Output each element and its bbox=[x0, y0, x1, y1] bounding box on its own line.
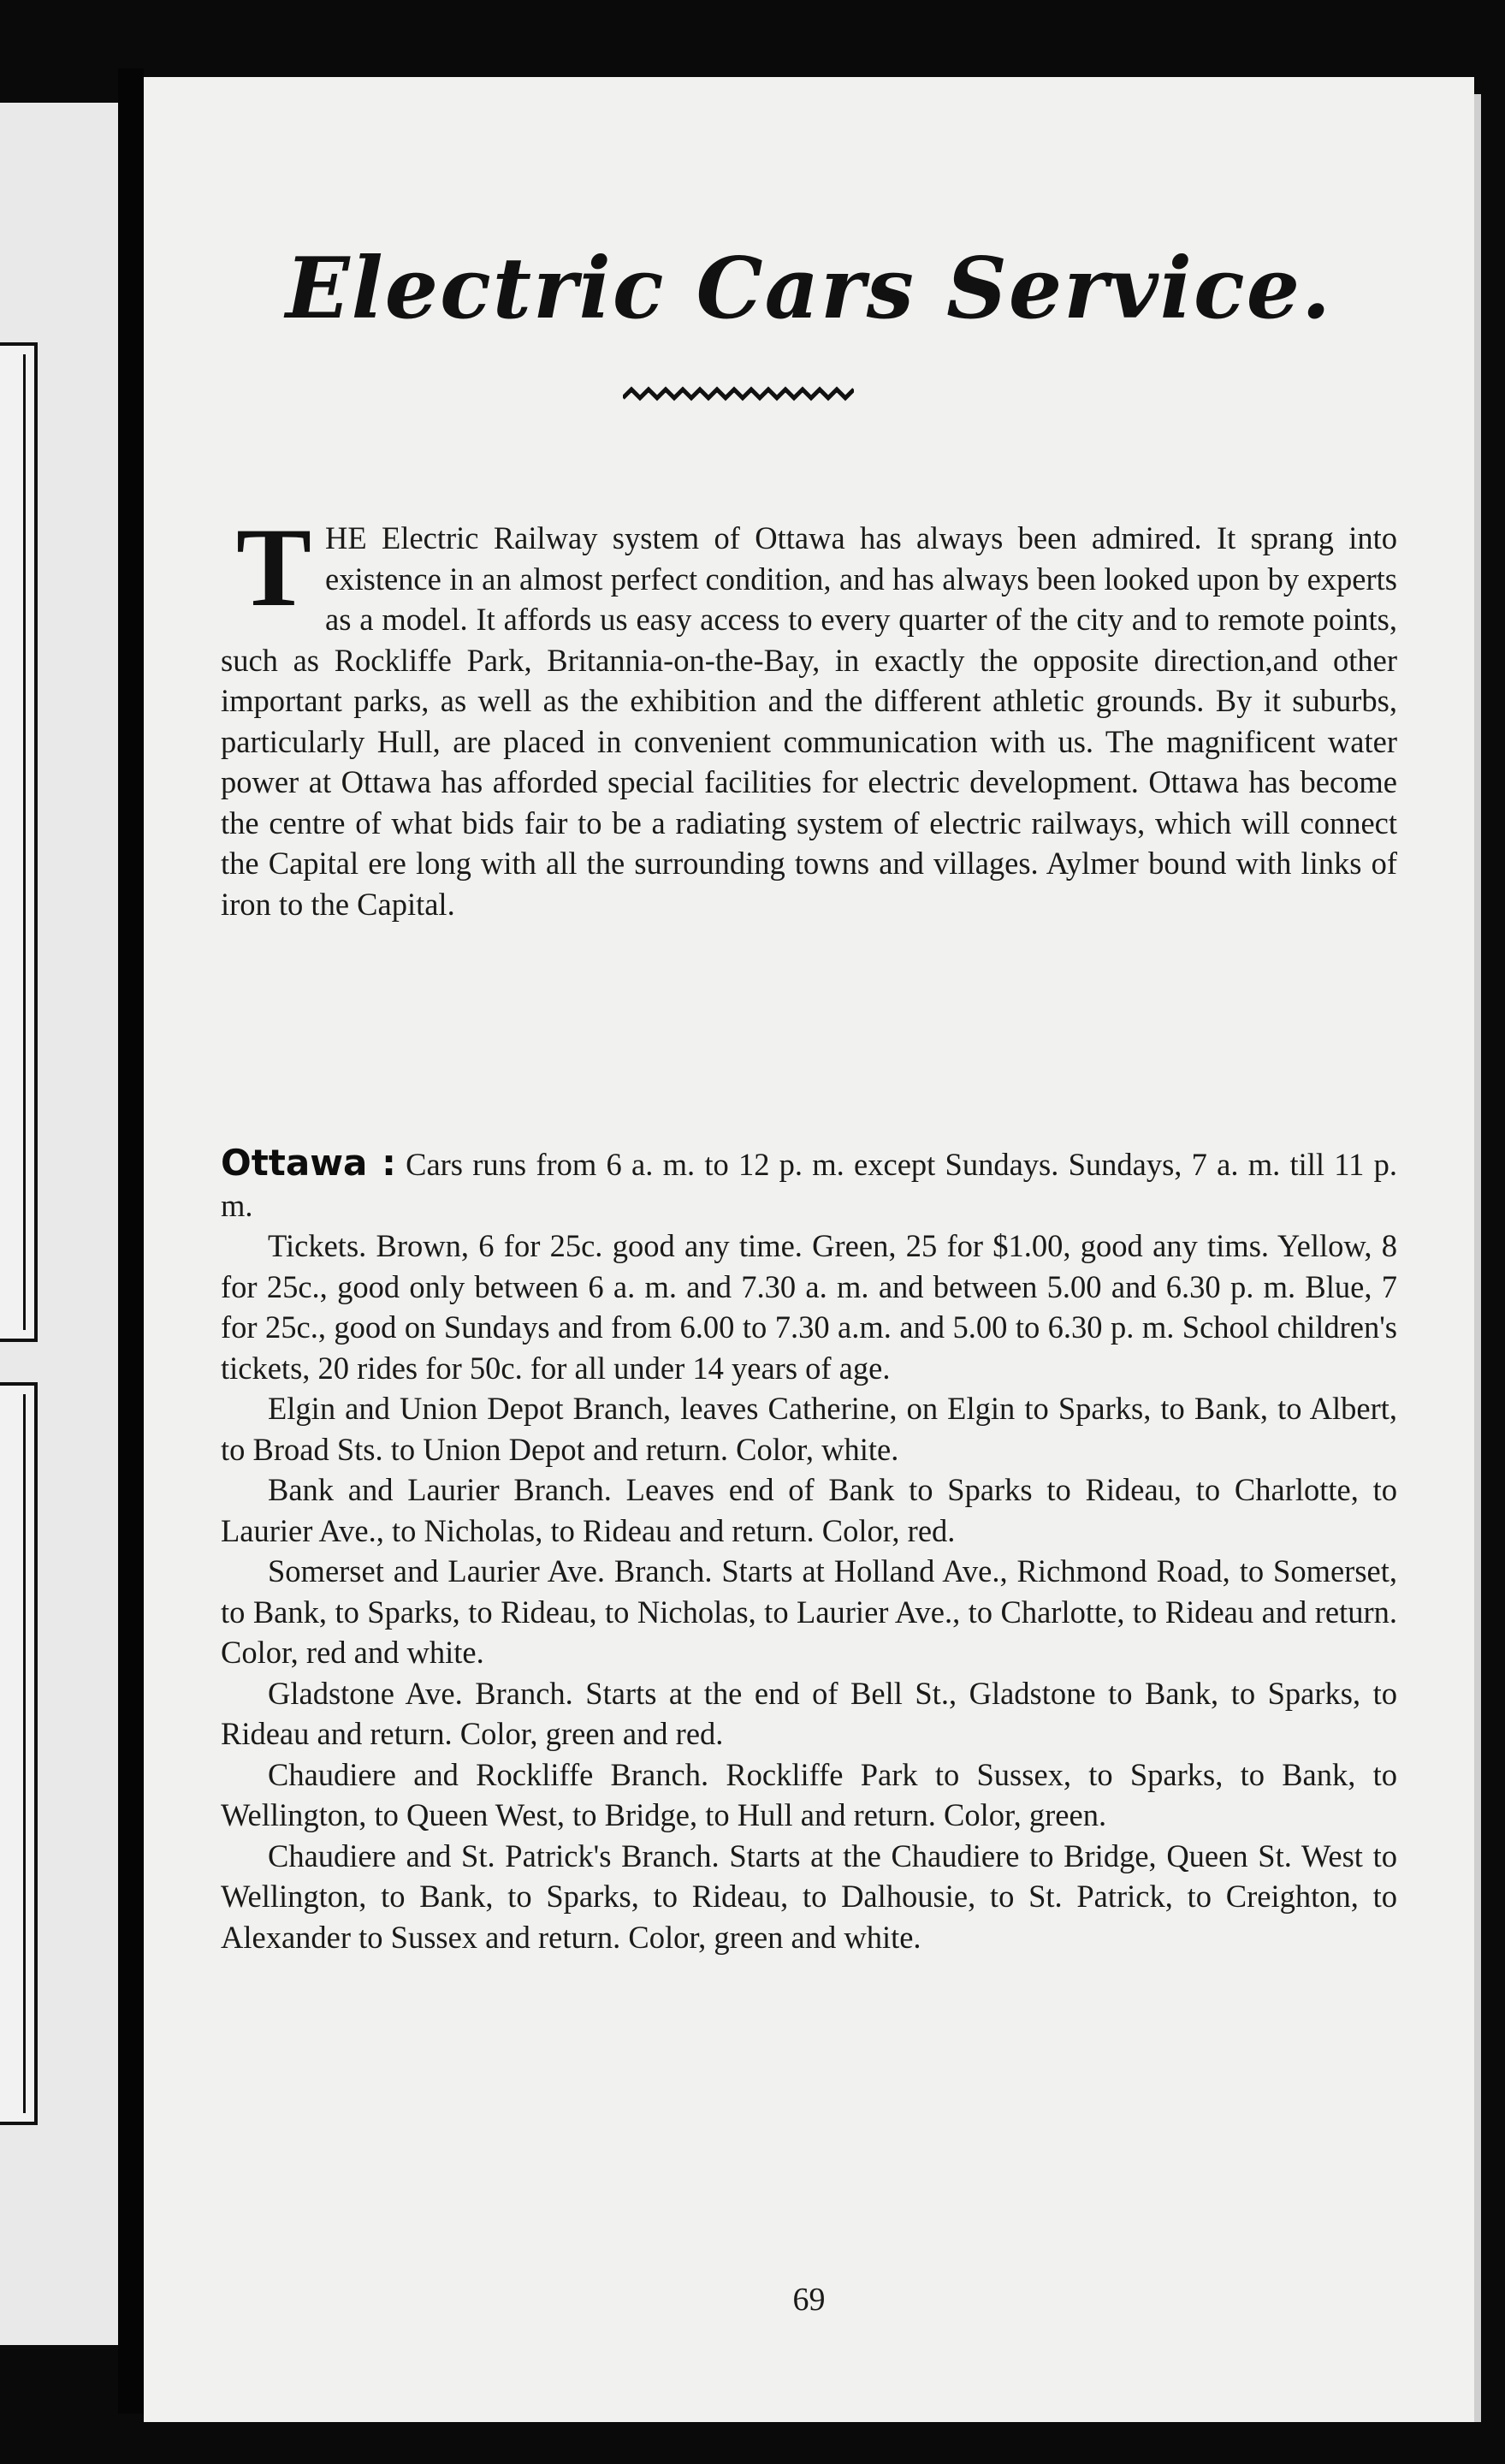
intro-lead-word: HE bbox=[325, 520, 367, 555]
bank-laurier-branch: Bank and Laurier Branch. Leaves end of Bank to Sparks to Rideau, to Charlotte, to Laurier Ave., to Nicholas, to Rideau and return. Color, red. bbox=[221, 1472, 1397, 1548]
tickets-paragraph: Tickets. Brown, 6 for 25c. good any time. Green, 25 for $1.00, good any tims. Yellow, 8 for 25c., good only between 6 a. m. and 7.30 a. m. and between 5.00 and 6.30 p. m. Blue, 7 for 25c., good on Sundays and from 6.00 to 7.30 a.m. and 5.00 to 6.30 p. m. School children's tickets, 20 rides for 50c. for all under 14 years of age. bbox=[221, 1228, 1397, 1386]
ottawa-hours bbox=[221, 1143, 1397, 1226]
ottawa-hours-text: Cars runs from 6 a. m. to 12 p. m. except Sundays. Sundays, 7 a. m. till 11 p. m. bbox=[221, 1147, 1397, 1223]
adjacent-page-border-bottom bbox=[0, 1382, 38, 2125]
ottawa-heading: Ottawa : bbox=[221, 1142, 396, 1184]
intro-text: Electric Railway system of Ottawa has always been admired. It sprang into existence in an almost perfect condition, and has always been looked upon by experts as a model. It affords us easy access to every quarter of the city and to remote points, such as Rockliffe Park, Britannia-on-the-Bay, in exactly the opposite direction,and other important parks, as well as the exhibition and the different athletic grounds. By it suburbs, particularly Hull, are placed in convenient communication with us. The magnificent water power at Ottawa has afforded special facilities for electric development. Ottawa has become the centre of what bids fair to be a radiating system of electric railways, which will connect the Capital ere long with all the surrounding towns and villages. Aylmer bound with links of iron to the Capital. bbox=[221, 520, 1397, 922]
page-number: 69 bbox=[792, 2282, 826, 2318]
chaudiere-st-patrick-branch: Chaudiere and St. Patrick's Branch. Starts at the Chaudiere to Bridge, Queen St. West to Wellington, to Bank, to Sparks, to Rideau, to Dalhousie, to St. Patrick, to Creighton, to Alexander to Sussex and return. Color, green and white. bbox=[221, 1838, 1397, 1955]
book-page bbox=[144, 77, 1474, 2422]
drop-cap: T bbox=[236, 504, 312, 630]
page-right-edge bbox=[1474, 94, 1481, 2422]
intro-paragraph bbox=[221, 504, 1397, 924]
chaudiere-rockliffe-branch: Chaudiere and Rockliffe Branch. Rockliffe Park to Sussex, to Sparks, to Bank, to Wellington, to Queen West, to Bridge, to Hull and return. Color, green. bbox=[221, 1756, 1397, 1832]
book-binding-gutter bbox=[118, 68, 144, 2414]
ottawa-section bbox=[221, 1143, 1397, 1957]
gladstone-branch: Gladstone Ave. Branch. Starts at the end of Bell St., Gladstone to Bank, to Sparks, to Rideau and return. Color, green and red. bbox=[221, 1675, 1397, 1751]
adjacent-page-border-top bbox=[0, 342, 38, 1342]
somerset-laurier-branch: Somerset and Laurier Ave. Branch. Starts at Holland Ave., Richmond Road, to Somerset, to Bank, to Sparks, to Rideau, to Nicholas, to Laurier Ave., to Charlotte, to Rideau and return. Color, red and white. bbox=[221, 1553, 1397, 1670]
page-title: Electric Cars Service. bbox=[285, 240, 1333, 338]
adjacent-page-edge bbox=[0, 103, 118, 2345]
elgin-union-depot-branch: Elgin and Union Depot Branch, leaves Catherine, on Elgin to Sparks, to Bank, to Albert, to Broad Sts. to Union Depot and return. Color, white. bbox=[221, 1391, 1397, 1467]
wavy-ornament-divider bbox=[623, 385, 854, 411]
